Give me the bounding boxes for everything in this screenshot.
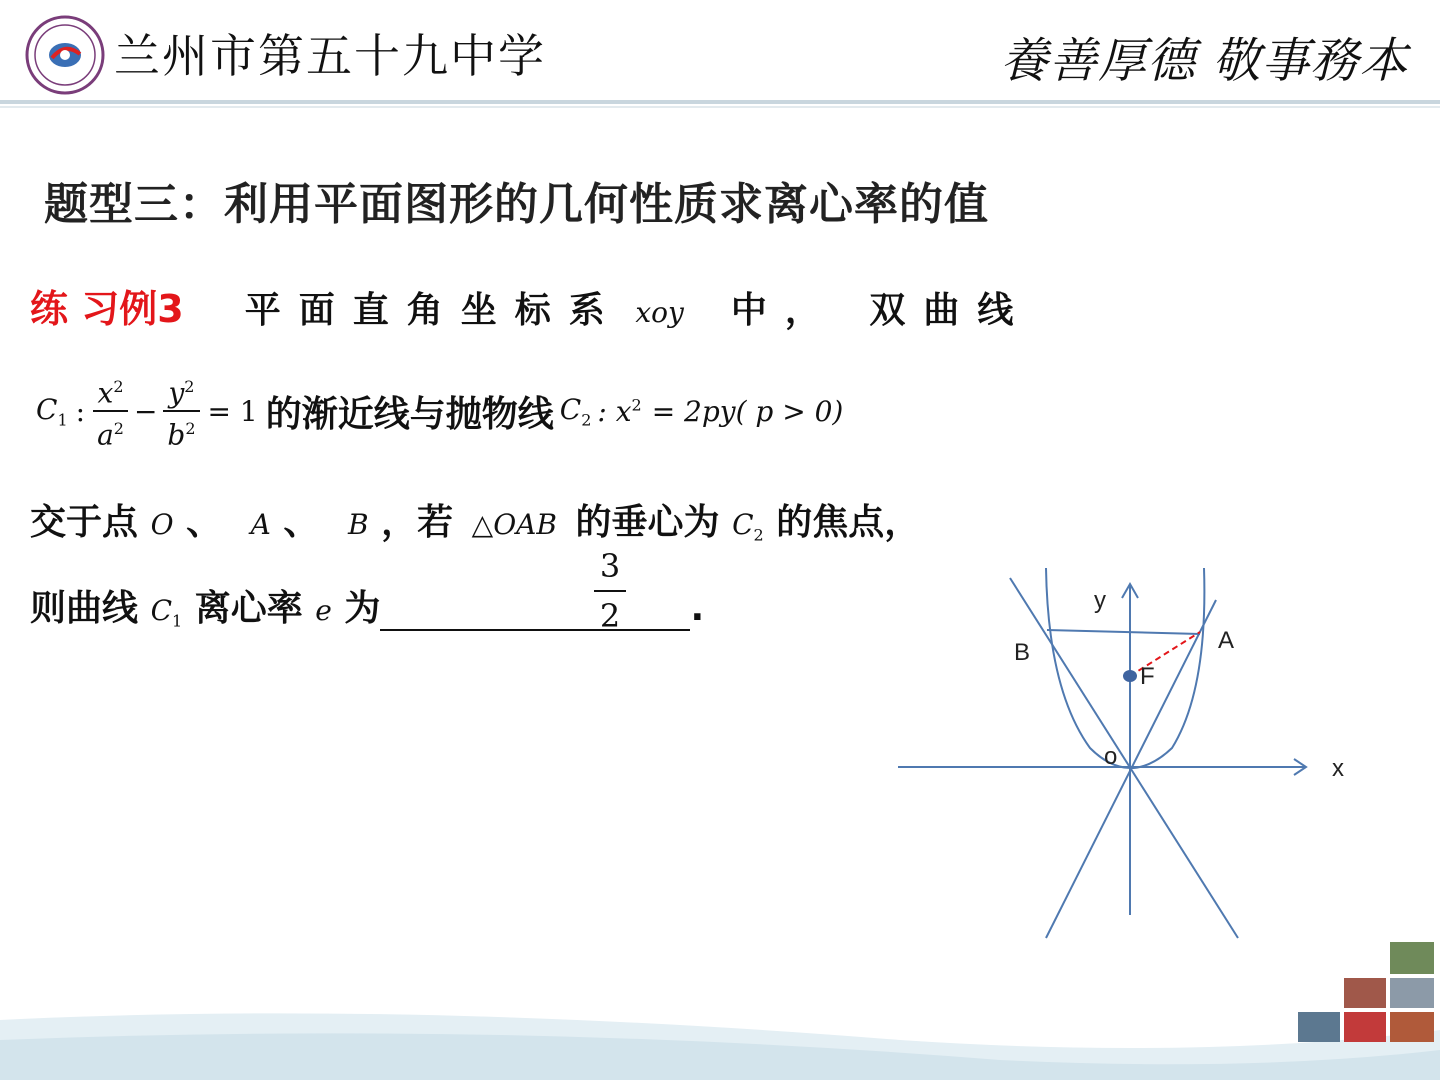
c2-equation-rhs: = 2py( p > 0): [651, 394, 844, 428]
answer-blank: [380, 595, 690, 631]
photo-6: [1390, 1012, 1434, 1042]
answer-fraction: [594, 548, 626, 634]
school-logo: [24, 14, 106, 96]
xoy-math: xoy: [635, 296, 684, 329]
c2-symbol: $C_2$: [559, 392, 592, 430]
problem-line-2: [36, 368, 843, 454]
line2-mid-text: 的渐近线与抛物线: [265, 393, 554, 435]
sep-1: 、: [186, 502, 223, 543]
geometry-figure: [890, 560, 1360, 950]
segment-ab: [1047, 630, 1200, 634]
line1-tail: 中， 双曲线: [730, 290, 1032, 331]
line3-text-c: 的焦点，: [776, 502, 921, 543]
minus-sign: −: [133, 394, 158, 428]
label-y: y: [1094, 587, 1106, 614]
focus-point: [1123, 670, 1137, 682]
triangle-oab: △OAB: [471, 508, 557, 541]
header-divider-thin: [0, 106, 1440, 108]
eccentricity-e: e: [315, 594, 332, 627]
problem-line-1: [30, 278, 1031, 333]
line4-text-b: 离心率: [194, 588, 303, 629]
label-f: F: [1140, 663, 1155, 690]
line3-comma: ，若: [381, 502, 454, 543]
line3-text-a: 交于点: [30, 502, 139, 543]
fraction-y-b: $\frac{y^2}{b^2}$: [163, 370, 199, 453]
answer-denominator: 2: [599, 597, 621, 635]
colon: :: [75, 394, 86, 428]
footer-wave: [0, 1000, 1440, 1080]
equals-one: = 1: [207, 394, 258, 428]
school-motto: 養善厚德 敬事務本: [1000, 33, 1409, 89]
c1-symbol: $C_1$: [36, 392, 68, 430]
campus-photos: [1296, 940, 1440, 1044]
problem-line-3: [30, 494, 920, 545]
label-b: B: [1014, 639, 1031, 666]
point-a: A: [250, 508, 271, 541]
answer-numerator: 3: [599, 547, 621, 585]
line4-text-c: 为: [344, 588, 381, 629]
photo-2: [1344, 978, 1386, 1008]
sep-2: 、: [283, 502, 320, 543]
parabola-curve: [1046, 568, 1204, 768]
c2-symbol-2: $C_2$: [732, 508, 764, 545]
school-name: 兰州市第五十九中学: [114, 29, 546, 83]
photo-3: [1390, 978, 1434, 1008]
label-a: A: [1218, 627, 1235, 654]
photo-1: [1390, 942, 1434, 974]
c1-symbol-2: $C_1$: [150, 594, 183, 631]
point-b: B: [347, 508, 369, 541]
photo-5: [1344, 1012, 1386, 1042]
line4-text-a: 则曲线: [30, 588, 139, 629]
line1-text: 平面直角坐标系: [244, 290, 623, 331]
point-o: O: [150, 508, 174, 541]
period: .: [690, 588, 705, 629]
slide-title: 题型三：利用平面图形的几何性质求离心率的值: [44, 179, 989, 230]
exercise-label: 练 习例3: [30, 287, 184, 331]
label-x: x: [1332, 755, 1344, 782]
header-divider: [0, 100, 1440, 104]
line3-text-b: 的垂心为: [575, 502, 720, 543]
c2-equation-lhs: : $x^2$: [597, 394, 642, 428]
fraction-x-a: $\frac{x^2}{a^2}$: [93, 370, 128, 453]
photo-4: [1298, 1012, 1340, 1042]
label-o: o: [1104, 743, 1118, 770]
